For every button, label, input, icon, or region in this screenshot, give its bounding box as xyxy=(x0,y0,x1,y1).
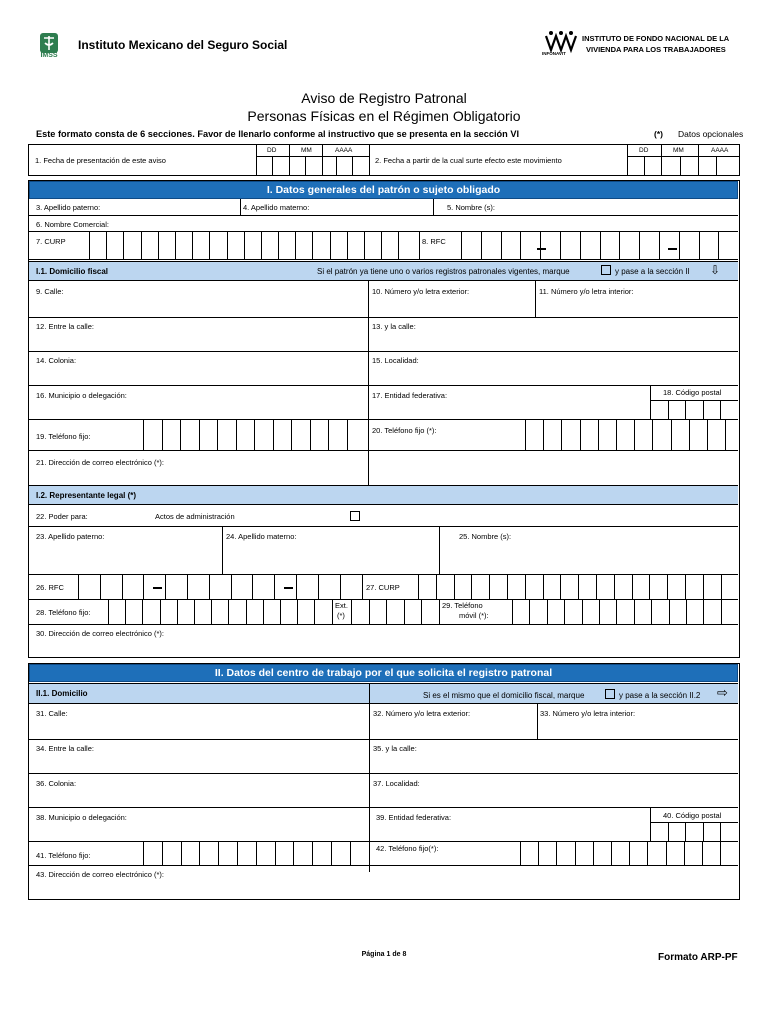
date2-mm: MM xyxy=(673,147,684,154)
rep-curp-boxes[interactable] xyxy=(418,574,738,599)
section-1-1-note-post: y pase a la sección II xyxy=(615,267,690,276)
date1-mm: MM xyxy=(301,147,312,154)
field-33-label: 33. Número y/o letra interior: xyxy=(540,709,636,718)
field-18-label: 18. Código postal xyxy=(663,388,722,397)
field-24-label: 24. Apellido materno: xyxy=(226,532,297,541)
field-36-label: 36. Colonia: xyxy=(36,779,77,788)
field-10-label: 10. Número y/o letra exterior: xyxy=(372,287,470,296)
field-38-label: 38. Municipio o delegación: xyxy=(36,813,127,822)
field-39-label: 39. Entidad federativa: xyxy=(376,813,452,822)
rep-phone-boxes[interactable] xyxy=(108,599,332,624)
field-29-label-line1: 29. Teléfono xyxy=(442,601,483,610)
rfc-dash-2 xyxy=(668,248,677,250)
down-arrow-icon: ⇩ xyxy=(710,263,721,277)
field-27-curp-label: 27. CURP xyxy=(366,583,400,592)
date1-dd: DD xyxy=(267,147,277,154)
field-28-label: 28. Teléfono fijo: xyxy=(36,608,91,617)
date-effective-label: 2. Fecha a partir de la cual surte efecto este movimiento xyxy=(375,156,562,165)
imss-logo xyxy=(36,32,62,62)
date-presentation-label: 1. Fecha de presentación de este aviso xyxy=(35,156,166,165)
field-37-label: 37. Localidad: xyxy=(373,779,420,788)
field-29-label-line2: móvil (*): xyxy=(459,611,489,620)
rep-rfc-boxes[interactable] xyxy=(78,574,362,599)
field-14-label: 14. Colonia: xyxy=(36,356,77,365)
field-6-label: 6. Nombre Comercial: xyxy=(36,220,109,229)
format-code: Formato ARP-PF xyxy=(658,952,738,963)
rfc-dash-1 xyxy=(537,248,546,250)
page-number: Página 1 de 8 xyxy=(361,951,407,958)
skip-to-section-2-checkbox[interactable] xyxy=(601,265,611,275)
section-1-1-bar xyxy=(29,261,738,281)
field-21-label: 21. Dirección de correo electrónico (*): xyxy=(36,458,164,467)
curp-boxes[interactable] xyxy=(89,231,419,259)
field-31-label: 31. Calle: xyxy=(36,709,68,718)
form-subtitle: Personas Físicas en el Régimen Obligatorio xyxy=(247,108,521,124)
field-32-label: 32. Número y/o letra exterior: xyxy=(373,709,471,718)
rfc-boxes[interactable] xyxy=(461,231,738,259)
postal-code-40-boxes[interactable] xyxy=(650,822,738,841)
section-2-title: II. Datos del centro de trabajo por el que solicita el registro patronal xyxy=(29,664,738,682)
field-22-option: Actos de administración xyxy=(155,512,235,521)
phone-41-boxes[interactable] xyxy=(143,841,369,865)
field-42-label: 42. Teléfono fijo(*): xyxy=(376,844,439,853)
ext-label-line2: (*) xyxy=(337,611,345,620)
phone-19-boxes[interactable] xyxy=(143,419,368,450)
field-11-label: 11. Número y/o letra interior: xyxy=(539,287,634,296)
field-43-label: 43. Dirección de correo electrónico (*): xyxy=(36,870,164,879)
section-2-1-note-post: y pase a la sección II.2 xyxy=(619,691,701,700)
field-4-label: 4. Apellido materno: xyxy=(243,203,310,212)
field-30-label: 30. Dirección de correo electrónico (*): xyxy=(36,629,164,638)
section-1-2-bar xyxy=(29,485,738,505)
field-15-label: 15. Localidad: xyxy=(372,356,419,365)
admin-acts-checkbox[interactable] xyxy=(350,511,360,521)
field-22-label: 22. Poder para: xyxy=(36,512,88,521)
section-1-1-note-pre: Si el patrón ya tiene uno o varios registros patronales vigentes, marque xyxy=(317,267,570,276)
field-19-label: 19. Teléfono fijo: xyxy=(36,432,91,441)
date1-aaaa[interactable]: AAAA xyxy=(335,147,353,154)
mobile-phone-boxes[interactable] xyxy=(512,599,738,624)
section-1-1-title: I.1. Domicilio fiscal xyxy=(36,267,109,276)
section-2-1-bar xyxy=(29,683,738,704)
section-1-box xyxy=(28,180,740,658)
date2-aaaa: AAAA xyxy=(711,147,729,154)
optional-note: Datos opcionales xyxy=(678,129,744,139)
field-17-label: 17. Entidad federativa: xyxy=(372,391,448,400)
rep-rfc-dash-1 xyxy=(153,587,162,589)
field-40-label: 40. Código postal xyxy=(663,811,722,820)
field-35-label: 35. y la calle: xyxy=(373,744,417,753)
field-9-label: 9. Calle: xyxy=(36,287,64,296)
section-1-title: I. Datos generales del patrón o sujeto obligado xyxy=(29,181,738,199)
phone-20-boxes[interactable] xyxy=(525,419,738,450)
field-34-label: 34. Entre la calle: xyxy=(36,744,94,753)
section-2-box xyxy=(28,663,740,900)
field-5-label: 5. Nombre (s): xyxy=(447,203,495,212)
postal-code-boxes[interactable] xyxy=(650,400,738,419)
field-16-label: 16. Municipio o delegación: xyxy=(36,391,127,400)
form-instructions: Este formato consta de 6 secciones. Favor de llenarlo conforme al instructivo que se presenta en la sección VI xyxy=(36,129,520,139)
field-13-label: 13. y la calle: xyxy=(372,322,416,331)
field-23-label: 23. Apellido paterno: xyxy=(36,532,105,541)
form-title: Aviso de Registro Patronal xyxy=(301,90,467,106)
field-7-curp-label: 7. CURP xyxy=(36,237,66,246)
field-20-label: 20. Teléfono fijo (*): xyxy=(372,426,437,435)
phone-42-boxes[interactable] xyxy=(520,841,738,865)
ext-boxes[interactable] xyxy=(351,599,439,624)
field-3-label: 3. Apellido paterno: xyxy=(36,203,101,212)
same-as-fiscal-checkbox[interactable] xyxy=(605,689,615,699)
dates-box xyxy=(28,144,740,176)
field-25-label: 25. Nombre (s): xyxy=(459,532,512,541)
section-2-1-title: II.1. Domicilio xyxy=(36,689,88,698)
field-41-label: 41. Teléfono fijo: xyxy=(36,851,91,860)
infonavit-name-line1: INSTITUTO DE FONDO NACIONAL DE LA xyxy=(582,34,730,43)
infonavit-logo-text: INFONAVIT xyxy=(542,51,566,56)
field-8-rfc-label: 8. RFC xyxy=(422,237,446,246)
field-12-label: 12. Entre la calle: xyxy=(36,322,94,331)
infonavit-name-line2: VIVIENDA PARA LOS TRABAJADORES xyxy=(586,45,726,54)
imss-name: Instituto Mexicano del Seguro Social xyxy=(78,38,288,52)
right-arrow-icon: ⇨ xyxy=(717,685,728,700)
field-26-rfc-label: 26. RFC xyxy=(36,583,64,592)
section-1-2-title: I.2. Representante legal (*) xyxy=(36,491,137,500)
section-2-1-note-pre: Si es el mismo que el domicilio fiscal, marque xyxy=(423,691,585,700)
infonavit-logo xyxy=(544,30,578,58)
ext-label-line1: Ext. xyxy=(335,601,348,610)
optional-marker: (*) xyxy=(654,129,663,139)
date2-dd: DD xyxy=(639,147,649,154)
imss-logo-text: IMSS xyxy=(40,52,58,59)
rep-rfc-dash-2 xyxy=(284,587,293,589)
